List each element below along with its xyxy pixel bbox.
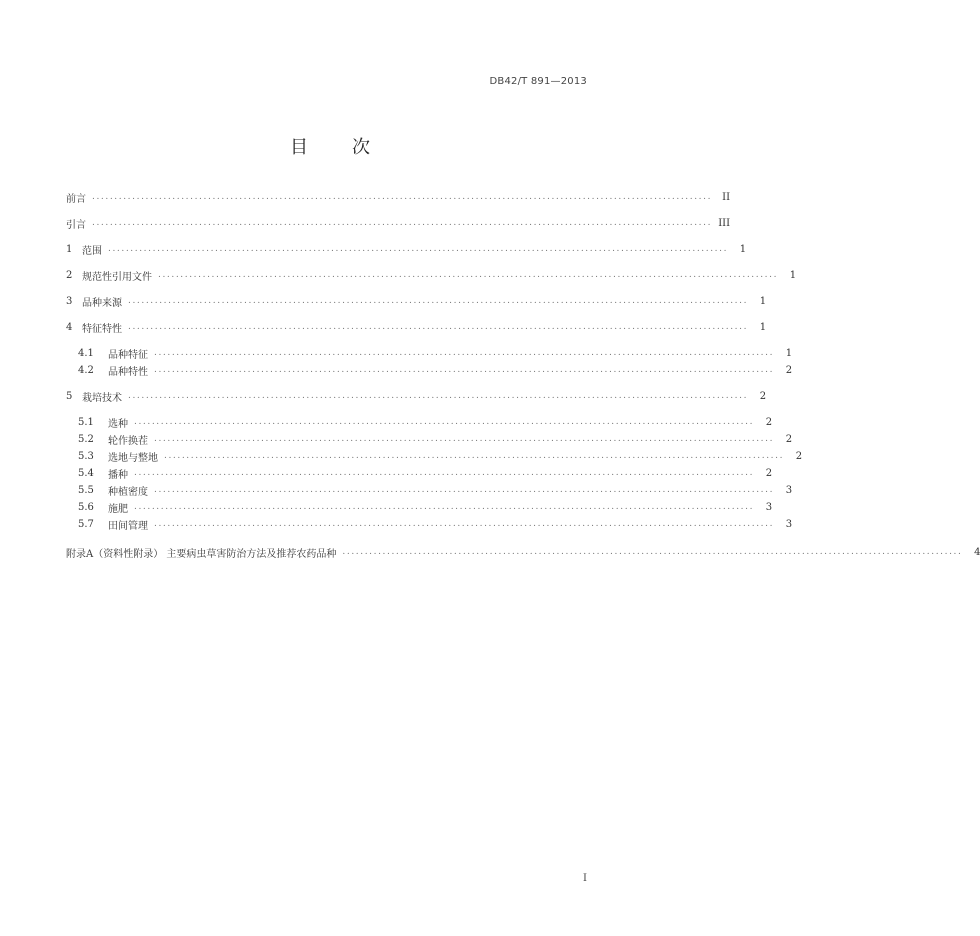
toc-entry-number: 5 [66, 390, 73, 402]
toc-leader-dots: ........................................................................................................................................... [158, 270, 779, 280]
toc-leader-dots: ........................................................................................................................................... [128, 322, 749, 332]
toc-entry-number: 5.5 [78, 484, 94, 496]
toc-entry-1[interactable] [66, 242, 747, 257]
title-char-1: 目 [290, 137, 310, 158]
toc-entry-number: 5.7 [78, 518, 94, 530]
toc-entry-5-7[interactable] [78, 517, 793, 532]
toc-entry-page: 1 [789, 269, 797, 281]
toc-entry-number: 3 [66, 295, 73, 307]
toc-entry-page: 2 [759, 390, 767, 402]
toc-entry-number: 5.3 [78, 450, 94, 462]
toc-leader-dots: ........................................................................................................................................... [154, 365, 775, 375]
toc-entry-number: 4 [66, 321, 73, 333]
toc-leader-dots: ........................................................................................................................................... [342, 547, 963, 557]
toc-entry-label: 选种 [108, 418, 128, 430]
toc-entry-number: 1 [66, 243, 73, 255]
toc-entry-page: 3 [785, 484, 793, 496]
toc-entry-label: 种植密度 [108, 486, 148, 498]
toc-entry-label: 前言 [66, 193, 86, 205]
toc-entry-page: 2 [785, 364, 793, 376]
toc-entry-label: 田间管理 [108, 520, 148, 532]
toc-entry-label: 轮作换茬 [108, 435, 148, 447]
page-title [0, 133, 662, 159]
toc-leader-dots: ........................................................................................................................................... [164, 451, 785, 461]
toc-entry-page: 2 [765, 416, 773, 428]
toc-entry-label: 播种 [108, 469, 128, 481]
toc-entry-label: 栽培技术 [82, 392, 122, 404]
toc-entry-page: 1 [739, 243, 747, 255]
toc-entry-label: 选地与整地 [108, 452, 158, 464]
toc-entry-number: 4.2 [78, 364, 94, 376]
toc-entry-number: 5.2 [78, 433, 94, 445]
toc-entry-5-4[interactable] [78, 466, 773, 481]
toc-entry-label: 附录A（资料性附录） 主要病虫草害防治方法及推荐农药品种 [66, 548, 337, 560]
toc-entry-4-1[interactable] [78, 346, 793, 361]
toc-entry-page: 2 [765, 467, 773, 479]
toc-entry-label: 范围 [82, 245, 102, 257]
toc-entry-label: 特征特性 [82, 323, 122, 335]
document-code: DB42/T 891—2013 [489, 76, 587, 87]
toc-leader-dots: ........................................................................................................................................... [134, 417, 755, 427]
toc-entry-number: 4.1 [78, 347, 94, 359]
toc-entry-page: 2 [785, 433, 793, 445]
toc-entry-5-6[interactable] [78, 500, 773, 515]
toc-entry-number: 5.1 [78, 416, 94, 428]
toc-entry-label: 施肥 [108, 503, 128, 515]
page-number: I [583, 873, 587, 884]
toc-entry-4[interactable] [66, 320, 767, 335]
toc-entry-number: 2 [66, 269, 73, 281]
toc-entry-page: 1 [785, 347, 793, 359]
toc-leader-dots: ........................................................................................................................................... [108, 244, 729, 254]
title-char-2: 次 [352, 137, 372, 158]
toc-entry-appendix-a[interactable] [66, 545, 980, 560]
toc-entry-5-1[interactable] [78, 415, 773, 430]
toc-entry-number: 5.6 [78, 501, 94, 513]
toc-leader-dots: ........................................................................................................................................... [128, 296, 749, 306]
toc-entry-5[interactable] [66, 389, 767, 404]
toc-entry-5-5[interactable] [78, 483, 793, 498]
toc-leader-dots: ........................................................................................................................................... [92, 192, 713, 202]
toc-entry-2[interactable] [66, 268, 797, 283]
toc-leader-dots: ........................................................................................................................................... [154, 485, 775, 495]
toc-entry-page: 1 [759, 295, 767, 307]
toc-entry-3[interactable] [66, 294, 767, 309]
toc-entry-foreword[interactable] [66, 190, 731, 205]
toc-entry-page: 1 [759, 321, 767, 333]
toc-entry-label: 品种特征 [108, 349, 148, 361]
toc-entry-label: 品种来源 [82, 297, 122, 309]
toc-entry-page: II [722, 191, 731, 203]
toc-entry-introduction[interactable] [66, 216, 731, 231]
toc-entry-label: 规范性引用文件 [82, 271, 152, 283]
toc-entry-page: 4 [974, 546, 980, 558]
toc-leader-dots: ........................................................................................................................................... [154, 519, 775, 529]
toc-leader-dots: ........................................................................................................................................... [134, 502, 755, 512]
toc-entry-5-2[interactable] [78, 432, 793, 447]
toc-entry-number: 5.4 [78, 467, 94, 479]
toc-entry-page: 3 [765, 501, 773, 513]
toc-leader-dots: ........................................................................................................................................... [128, 391, 749, 401]
toc-entry-page: 2 [795, 450, 803, 462]
toc-entry-label: 引言 [66, 219, 86, 231]
toc-entry-5-3[interactable] [78, 449, 803, 464]
toc-leader-dots: ........................................................................................................................................... [134, 468, 755, 478]
toc-leader-dots: ........................................................................................................................................... [154, 348, 775, 358]
toc-leader-dots: ........................................................................................................................................... [154, 434, 775, 444]
toc-leader-dots: ........................................................................................................................................... [92, 218, 713, 228]
toc-entry-label: 品种特性 [108, 366, 148, 378]
toc-entry-page: 3 [785, 518, 793, 530]
toc-entry-4-2[interactable] [78, 363, 793, 378]
toc-entry-page: III [718, 217, 731, 229]
